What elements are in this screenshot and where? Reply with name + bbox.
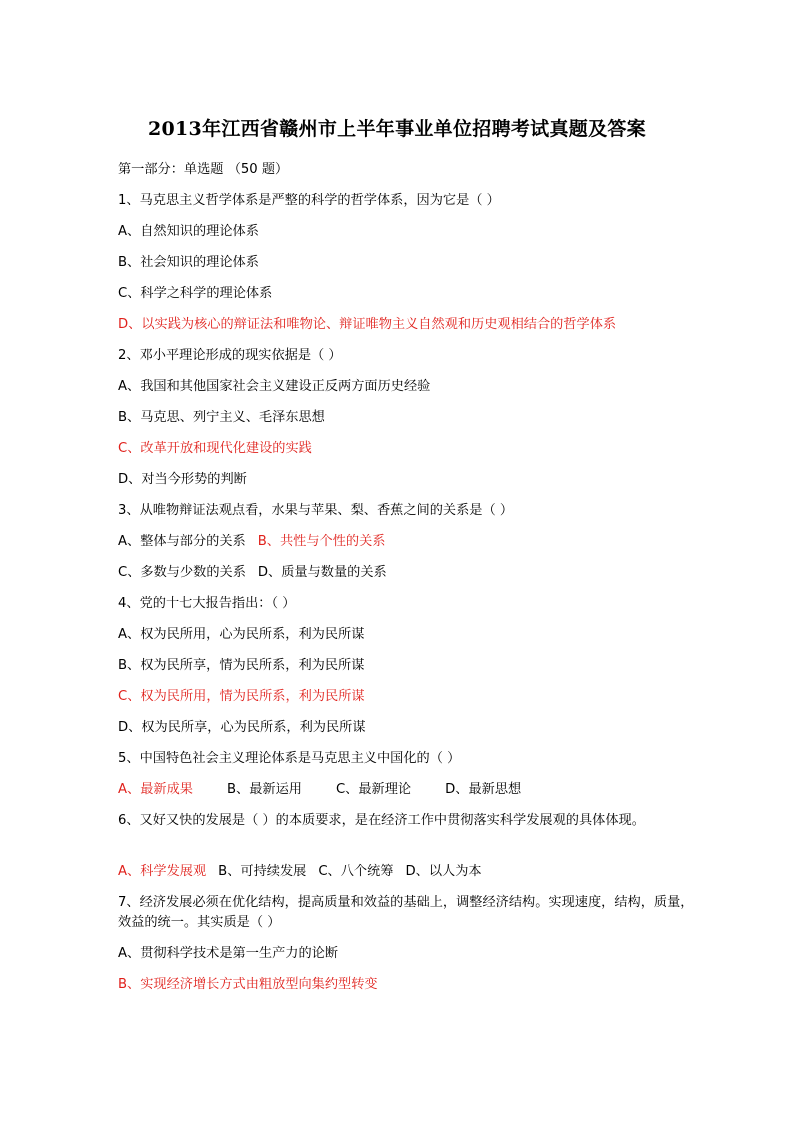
question-stem: 1、马克思主义哲学体系是严整的科学的哲学体系，因为它是（ ） — [118, 193, 500, 208]
option: C、多数与少数的关系 — [118, 565, 246, 580]
question-stem: 2、邓小平理论形成的现实依据是（ ） — [118, 348, 342, 363]
option: B、马克思、列宁主义、毛泽东思想 — [118, 410, 325, 425]
option: B、可持续发展 — [218, 864, 307, 879]
answer-option: B、实现经济增长方式由粗放型向集约型转变 — [118, 977, 378, 992]
answer-option: A、最新成果 — [118, 782, 193, 797]
option: C、最新理论 — [335, 782, 412, 797]
answer-option: A、科学发展观 — [118, 864, 207, 879]
option: A、整体与部分的关系 — [118, 534, 246, 549]
option: A、权为民所用，心为民所系，利为民所谋 — [118, 627, 365, 642]
option: C、八个统筹 — [318, 864, 394, 879]
option-row — [118, 862, 698, 882]
answer-option: C、权为民所用，情为民所系，利为民所谋 — [118, 689, 365, 704]
option: D、最新思想 — [445, 782, 522, 797]
document-body — [118, 160, 698, 1006]
option: A、贯彻科学技术是第一生产力的论断 — [118, 946, 339, 961]
option: A、自然知识的理论体系 — [118, 224, 259, 239]
option: B、社会知识的理论体系 — [118, 255, 259, 270]
page-title: 2013年江西省赣州市上半年事业单位招聘考试真题及答案 — [148, 118, 646, 140]
option: C、科学之科学的理论体系 — [118, 286, 273, 301]
option: B、最新运用 — [226, 782, 302, 797]
answer-option: C、改革开放和现代化建设的实践 — [118, 441, 312, 456]
question-stem: 6、又好又快的发展是（ ）的本质要求，是在经济工作中贯彻落实科学发展观的具体体现。 — [118, 813, 645, 828]
question-stem: 7、经济发展必须在优化结构，提高质量和效益的基础上，调整经济结构。实现速度，结构，质量，效益的统一。其实质是（ ） — [118, 895, 694, 930]
option: D、质量与数量的关系 — [257, 565, 387, 580]
option-row — [118, 780, 698, 800]
question-stem: 4、党的十七大报告指出：（ ） — [118, 596, 296, 611]
section-heading: 第一部分：单选题 （50 题） — [118, 162, 289, 177]
option: B、权为民所享，情为民所系，利为民所谋 — [118, 658, 365, 673]
option: D、以人为本 — [405, 864, 482, 879]
option-row — [118, 532, 698, 552]
question-stem: 5、中国特色社会主义理论体系是马克思主义中国化的（ ） — [118, 751, 461, 766]
option: A、我国和其他国家社会主义建设正反两方面历史经验 — [118, 379, 431, 394]
answer-option: B、共性与个性的关系 — [257, 534, 386, 549]
answer-option: D、以实践为核心的辩证法和唯物论、辩证唯物主义自然观和历史观相结合的哲学体系 — [118, 317, 617, 332]
option: D、对当今形势的判断 — [118, 472, 247, 487]
option: D、权为民所享，心为民所系，利为民所谋 — [118, 720, 366, 735]
question-stem: 3、从唯物辩证法观点看，水果与苹果、梨、香蕉之间的关系是（ ） — [118, 503, 514, 518]
option-row — [118, 563, 698, 583]
